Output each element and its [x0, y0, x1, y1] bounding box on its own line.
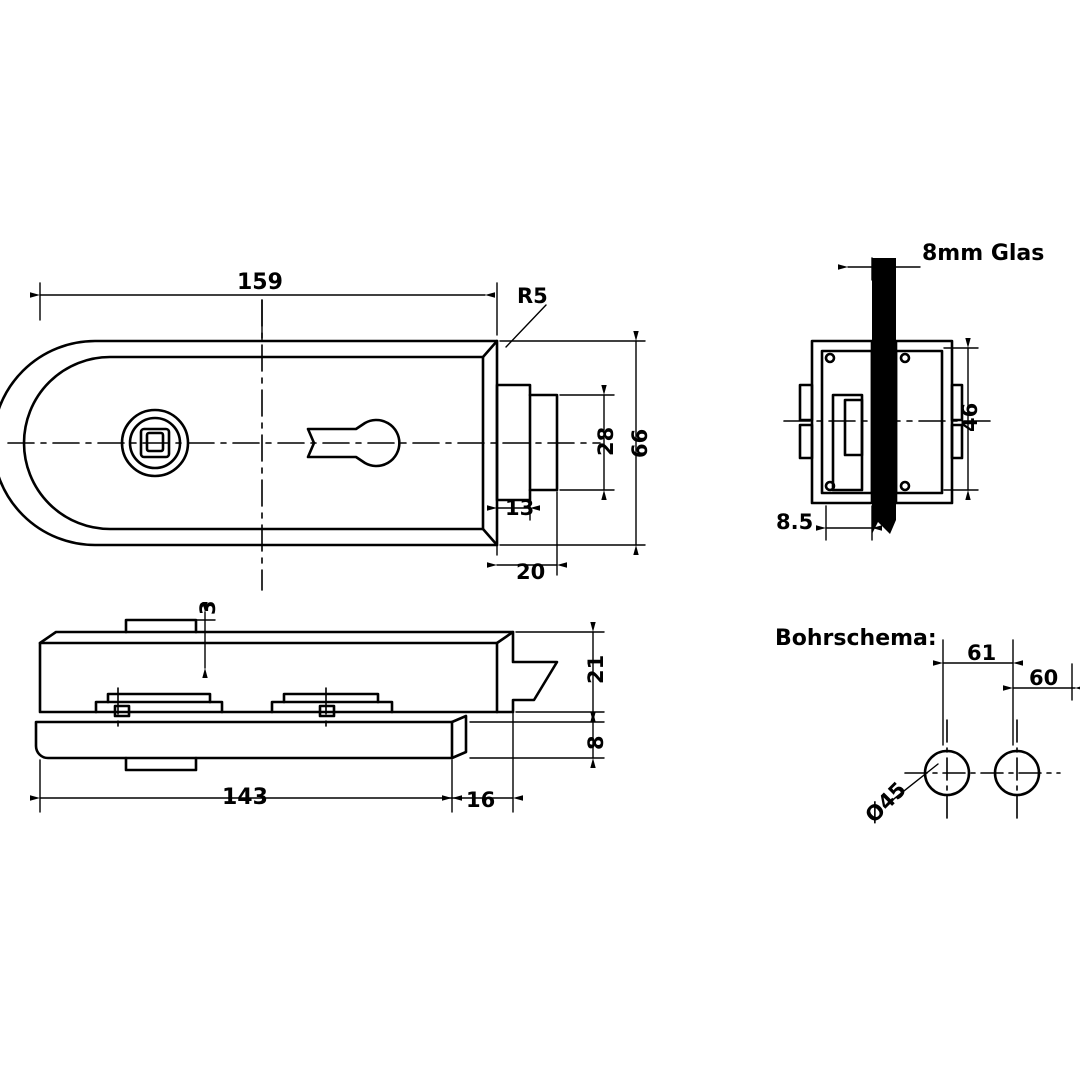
- dim-bolt-height: 28: [594, 426, 618, 456]
- dim-bolt-plate: 20: [516, 560, 546, 584]
- dim-body-height: 66: [628, 428, 652, 458]
- dim-side-offset: 8.5: [776, 510, 814, 534]
- dim-hole-edge: 60: [1029, 666, 1059, 690]
- dim-bolt-projection: 13: [505, 496, 535, 520]
- top-view-outline: [36, 620, 557, 770]
- dim-hole-diameter: Ø45: [860, 777, 911, 828]
- dim-glass-plate-thickness: 8: [584, 735, 608, 750]
- dim-top-rib: 3: [196, 600, 220, 615]
- drilling-pattern: [905, 720, 1060, 820]
- dim-top-bolt: 16: [466, 788, 496, 812]
- glass-pane: [872, 258, 896, 534]
- front-view-centerlines: [8, 300, 600, 590]
- dim-front-length: 159: [237, 270, 283, 295]
- dim-hole-spacing: 61: [967, 641, 997, 665]
- note-glass-thickness: 8mm Glas: [922, 241, 1045, 266]
- dim-side-height: 46: [958, 402, 982, 432]
- dim-top-body-height: 21: [584, 654, 608, 684]
- dim-corner-radius: R5: [517, 284, 548, 308]
- note-drilling-pattern: Bohrschema:: [775, 626, 937, 651]
- dim-top-length: 143: [222, 785, 268, 810]
